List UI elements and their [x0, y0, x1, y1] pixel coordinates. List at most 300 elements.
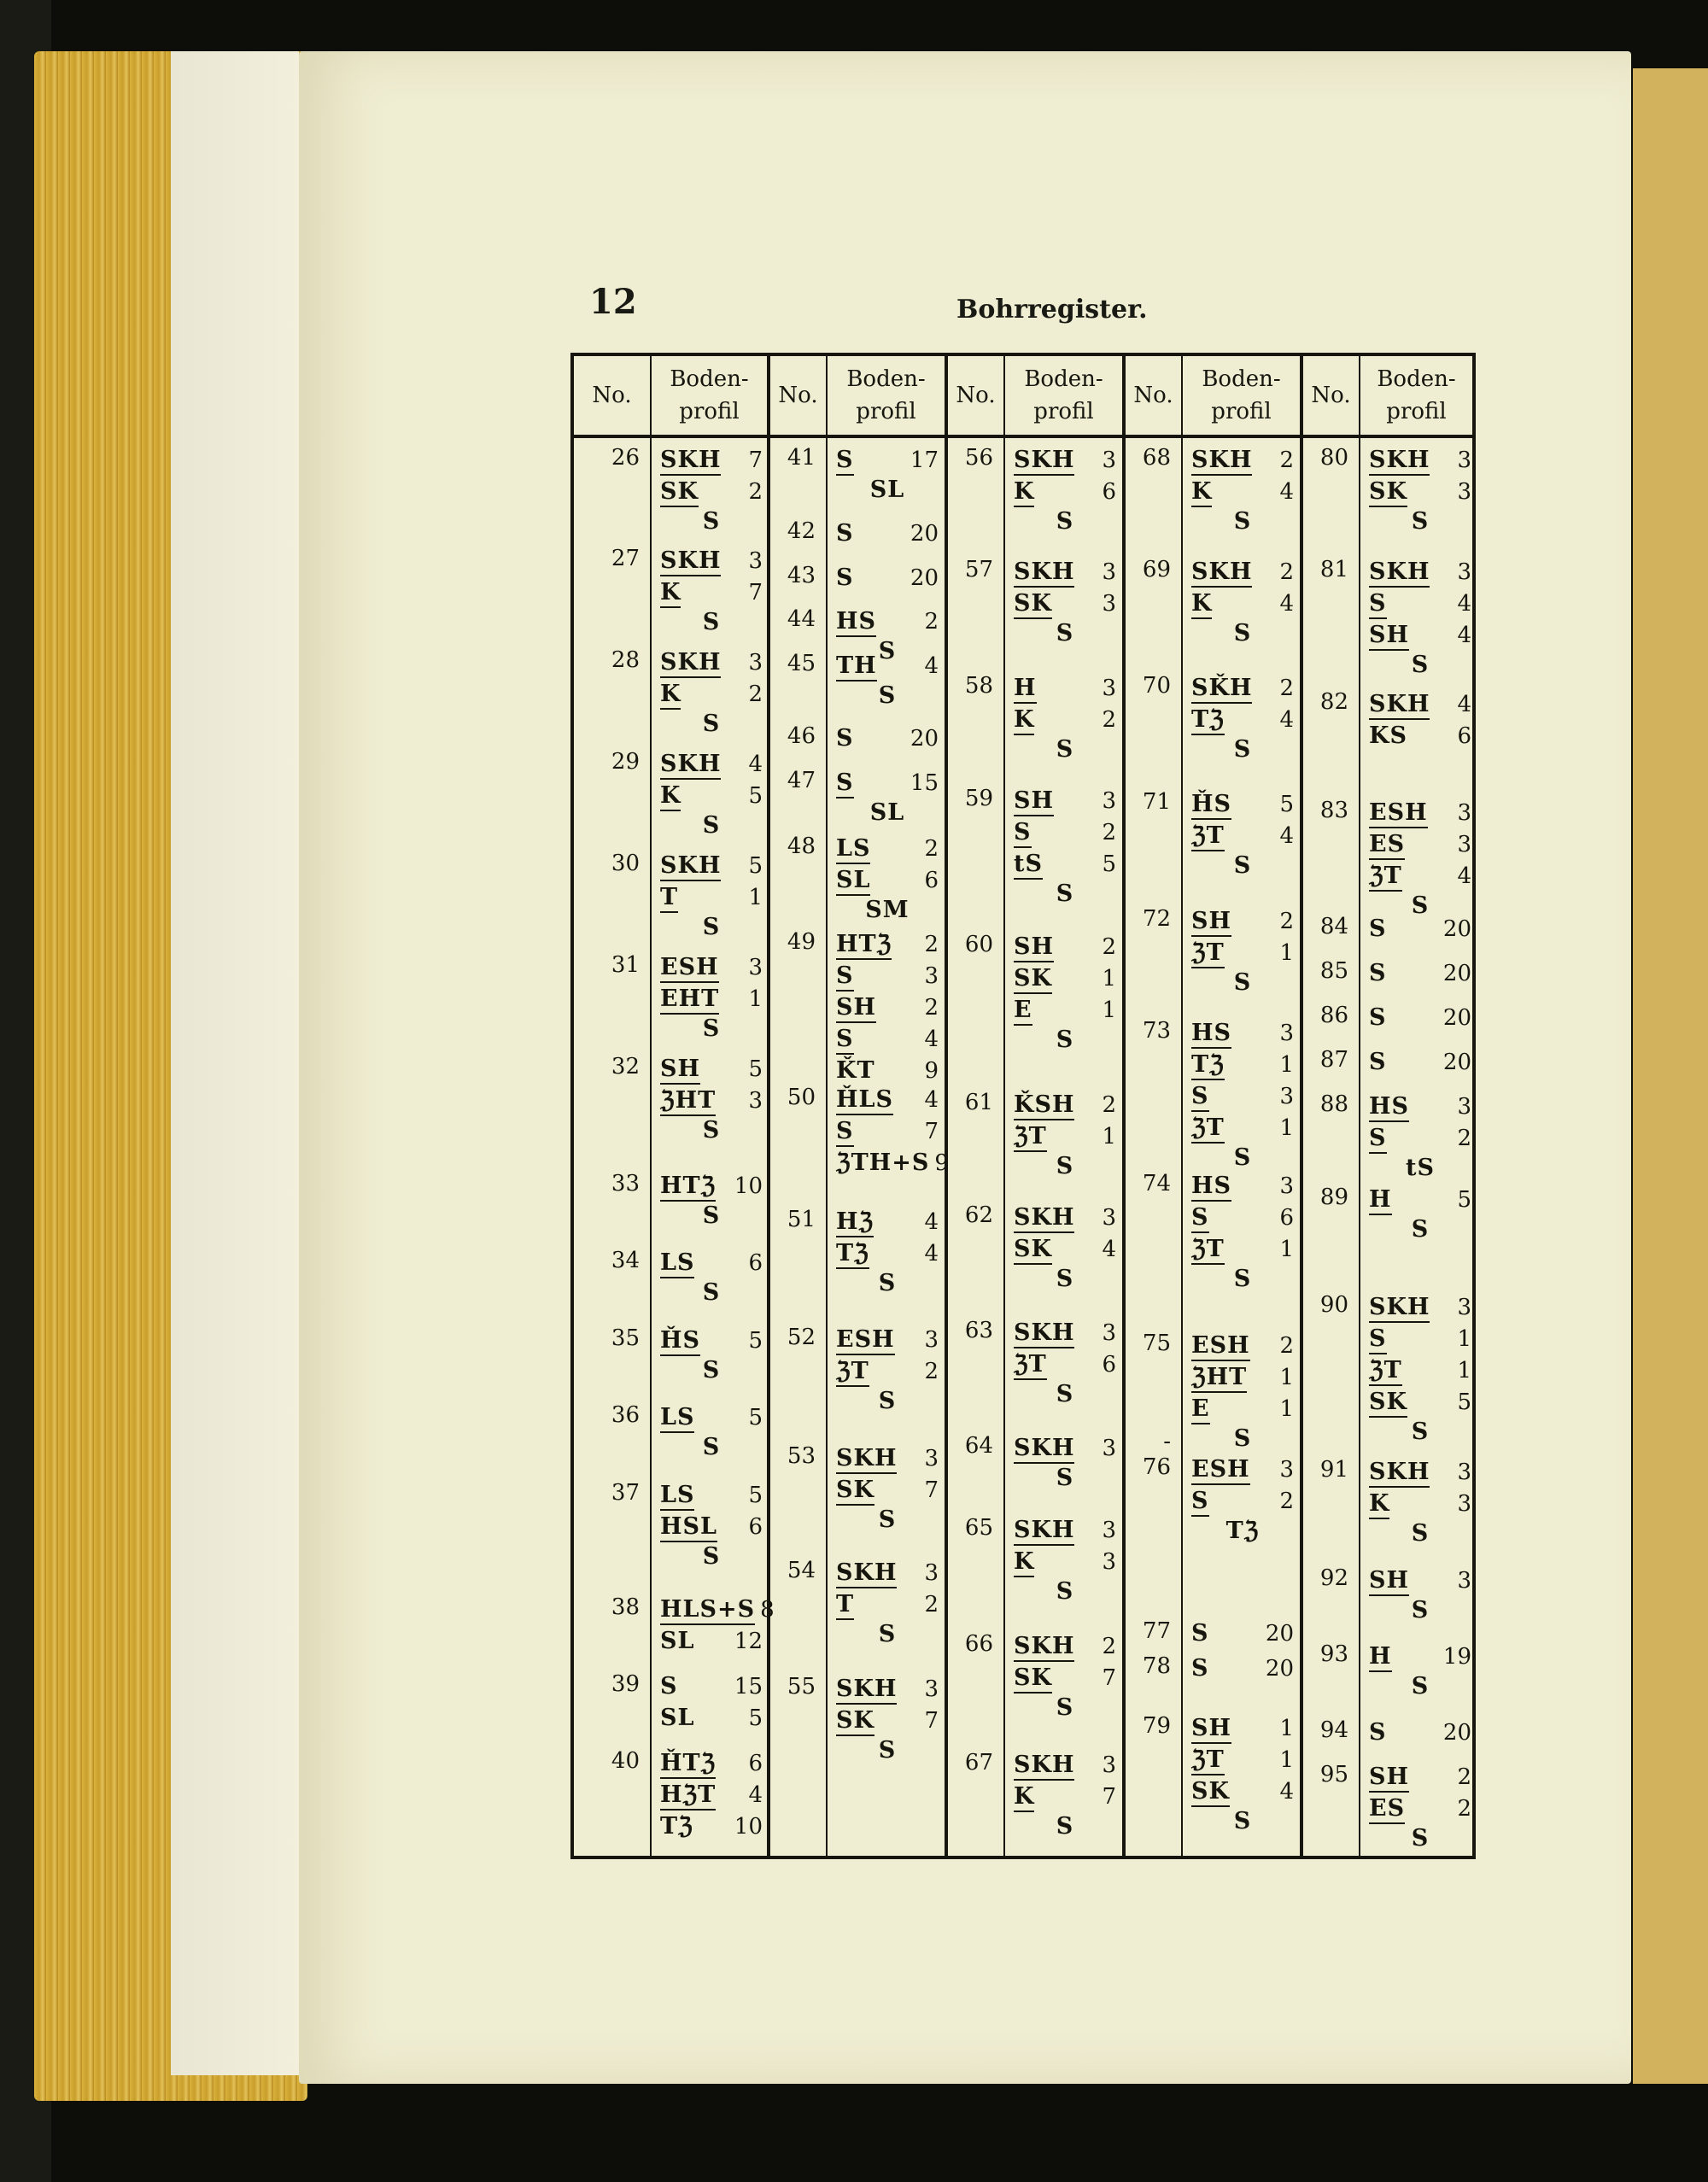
layer-thickness: 2: [1457, 1796, 1471, 1822]
layer-code: S: [1369, 1004, 1387, 1031]
layer-thickness: 3: [924, 963, 939, 989]
layer-code: ℨT: [1191, 1236, 1225, 1265]
profile-layer: [1369, 1793, 1471, 1825]
layer-code: S: [1369, 1325, 1387, 1354]
layer-thickness: 5: [748, 1405, 763, 1430]
boring-number: 51: [787, 1207, 816, 1232]
soil-profile: [1191, 906, 1294, 1001]
boring-number: 86: [1319, 1003, 1348, 1028]
layer-code: S: [1233, 1144, 1252, 1171]
profile-layer: [1369, 829, 1471, 861]
soil-profile: [1369, 1091, 1471, 1186]
layer-thickness: 3: [924, 1560, 939, 1586]
profile-layer: [1191, 1808, 1294, 1840]
profile-layer: [1369, 1717, 1471, 1749]
profile-layer: [1369, 620, 1471, 652]
profile-layer: [1191, 938, 1294, 969]
boring-number: 80: [1319, 445, 1348, 471]
boring-number: 52: [787, 1325, 816, 1350]
profile-layer: [1014, 1750, 1116, 1781]
layer-thickness: 3: [1279, 1021, 1294, 1046]
layer-thickness: 4: [1279, 479, 1294, 505]
soil-profile: [660, 1402, 763, 1465]
layer-thickness: 6: [748, 1751, 763, 1776]
layer-thickness: 4: [1279, 707, 1294, 733]
layer-code: SKH: [1369, 447, 1430, 476]
soil-profile: [1191, 1454, 1294, 1549]
layer-thickness: 4: [1279, 823, 1294, 849]
profile-layer: [1191, 906, 1294, 938]
profile-layer: [836, 1506, 939, 1538]
layer-code: ESH: [1369, 799, 1428, 828]
layer-thickness: 1: [1279, 1365, 1294, 1390]
layer-thickness: 2: [1457, 1764, 1471, 1790]
profile-layer: [1369, 1641, 1471, 1673]
layer-code: ȞLS: [836, 1086, 893, 1115]
layer-code: T: [836, 1591, 854, 1620]
soil-profile: [1014, 932, 1116, 1058]
profile-layer: [1014, 849, 1116, 880]
layer-thickness: 3: [1457, 1094, 1471, 1120]
profile-layer: [1014, 1381, 1116, 1413]
profile-layer: [1369, 1825, 1471, 1857]
profil-column-5: [1360, 436, 1474, 1857]
profile-layer: [836, 1207, 939, 1238]
profile-layer: [1369, 1762, 1471, 1793]
layer-code: SL: [660, 1628, 695, 1654]
soil-profile: [660, 1480, 763, 1575]
layer-code: S: [1233, 969, 1252, 996]
layer-code: S: [1233, 508, 1252, 535]
layer-thickness: 2: [1457, 1126, 1471, 1151]
soil-profile: [1014, 1515, 1116, 1610]
soil-profile: [660, 1671, 763, 1734]
soil-profile: [1014, 1433, 1116, 1496]
layer-code: ℨT: [1014, 1123, 1047, 1152]
layer-code: K: [660, 782, 681, 811]
profile-layer: [836, 518, 939, 550]
layer-thickness: 1: [1279, 1052, 1294, 1078]
profile-layer: [836, 1443, 939, 1475]
layer-code: ESH: [1191, 1456, 1250, 1485]
layer-code: SH: [1369, 622, 1409, 651]
layer-code: S: [836, 725, 854, 752]
profile-layer: [1191, 1394, 1294, 1425]
layer-code: SKH: [1014, 1633, 1074, 1662]
boring-number: 67: [964, 1750, 993, 1775]
page-edges-inner: [171, 51, 299, 2075]
boring-number: 91: [1319, 1457, 1348, 1483]
layer-thickness: 3: [1102, 1549, 1116, 1575]
layer-code: SK: [660, 478, 699, 507]
layer-code: LS: [660, 1249, 694, 1278]
profile-layer: [836, 799, 939, 831]
profile-layer: [660, 577, 763, 609]
profile-layer: [1369, 445, 1471, 477]
layer-thickness: 1: [1279, 1115, 1294, 1141]
layer-code: S: [1369, 1719, 1387, 1746]
layer-thickness: 1: [1457, 1326, 1471, 1352]
layer-code: ǨT: [836, 1057, 875, 1084]
layer-thickness: 7: [924, 1477, 939, 1503]
layer-thickness: 4: [1457, 591, 1471, 617]
boring-number: 72: [1142, 906, 1171, 932]
layer-thickness: 6: [748, 1514, 763, 1540]
profile-layer: [1014, 1694, 1116, 1726]
layer-thickness: 7: [924, 1708, 939, 1734]
layer-thickness: 1: [1102, 997, 1116, 1023]
soil-profile: [1369, 445, 1471, 540]
soil-profile: [836, 445, 939, 508]
layer-code: SK: [1014, 1664, 1052, 1694]
profile-layer: [1369, 557, 1471, 588]
profile-layer: [836, 1705, 939, 1737]
layer-thickness: 15: [734, 1674, 763, 1699]
layer-thickness: 3: [1457, 1568, 1471, 1594]
profile-layer: [1014, 705, 1116, 736]
layer-code: S: [1411, 1419, 1430, 1445]
soil-profile: [1369, 1047, 1471, 1079]
layer-code: S: [1191, 1655, 1209, 1682]
layer-thickness: 2: [1279, 448, 1294, 473]
profile-layer: [1191, 1713, 1294, 1745]
layer-thickness: 3: [748, 548, 763, 574]
profile-layer: [1014, 932, 1116, 963]
soil-profile: [836, 1085, 949, 1179]
boring-number: 77: [1142, 1618, 1171, 1644]
layer-code: S: [1411, 1825, 1430, 1851]
soil-profile: [1369, 1641, 1471, 1705]
layer-code: S: [1056, 1813, 1074, 1840]
layer-code: SK: [1369, 1389, 1407, 1418]
layer-code: K: [1369, 1490, 1389, 1519]
soil-profile: [1369, 1003, 1471, 1034]
layer-code: SKH: [1014, 1435, 1074, 1464]
layer-code: ℨHT: [660, 1087, 716, 1116]
layer-code: S: [702, 914, 721, 940]
boring-number: 68: [1142, 445, 1171, 471]
layer-code: ℨT: [836, 1358, 869, 1387]
profile-layer: [660, 1811, 763, 1843]
layer-thickness: 20: [1265, 1656, 1294, 1682]
layer-code: S: [878, 1506, 897, 1533]
profile-layer: [836, 1621, 939, 1653]
header-no: No.: [946, 354, 1004, 436]
boring-number: 76: [1142, 1454, 1171, 1480]
soil-profile: [836, 1325, 939, 1419]
profile-layer: [1369, 798, 1471, 829]
soil-profile: [1369, 1762, 1471, 1857]
profile-layer: [1369, 1292, 1471, 1324]
layer-code: S: [878, 1737, 897, 1764]
profile-layer: [836, 563, 939, 594]
soil-profile: [660, 1054, 763, 1149]
no-column-2: [769, 436, 827, 1857]
layer-thickness: 4: [924, 1087, 939, 1113]
layer-thickness: 5: [1457, 1187, 1471, 1213]
soil-profile: [1191, 1618, 1294, 1650]
profile-layer: [1014, 508, 1116, 540]
layer-thickness: 3: [924, 1327, 939, 1353]
boring-number: 84: [1319, 914, 1348, 939]
layer-code: Tℨ: [1225, 1518, 1260, 1544]
boring-number: 63: [964, 1318, 993, 1343]
layer-code: ESH: [660, 954, 719, 983]
layer-code: S: [878, 1270, 897, 1296]
layer-code: S: [1014, 819, 1032, 848]
profile-layer: [836, 1737, 939, 1769]
boring-number: 33: [611, 1171, 640, 1196]
profil-column-3: [1004, 436, 1124, 1857]
boring-number: 87: [1319, 1047, 1348, 1073]
boring-number: 35: [611, 1325, 640, 1351]
layer-thickness: 7: [1102, 1784, 1116, 1810]
boring-number: 94: [1319, 1717, 1348, 1743]
layer-code: SKH: [1014, 1319, 1074, 1348]
layer-code: K: [660, 681, 681, 710]
profile-layer: [836, 1388, 939, 1419]
boring-number: 56: [964, 445, 993, 471]
layer-code: SKH: [836, 1676, 897, 1705]
layer-code: S: [702, 609, 721, 635]
profile-layer: [836, 768, 939, 799]
soil-profile: [1369, 914, 1471, 945]
profile-layer: [1369, 1419, 1471, 1450]
layer-thickness: 2: [748, 682, 763, 707]
soil-profile: [1369, 1565, 1471, 1629]
soil-profile: [836, 563, 939, 594]
profile-layer: [660, 679, 763, 711]
profile-layer: [1014, 736, 1116, 768]
layer-code: SKH: [1191, 447, 1252, 476]
body-row: [572, 436, 1474, 1857]
soil-profile: [660, 749, 763, 844]
layer-code: HLS+S: [660, 1596, 755, 1625]
profile-layer: [1369, 958, 1471, 990]
soil-profile: [1014, 1202, 1116, 1297]
layer-thickness: 2: [924, 1592, 939, 1617]
layer-thickness: 3: [748, 650, 763, 676]
profile-layer: [1014, 1153, 1116, 1185]
layer-thickness: 7: [924, 1119, 939, 1144]
soil-profile: [1014, 1318, 1116, 1413]
profile-layer: [660, 1671, 763, 1703]
layer-code: SK: [1369, 478, 1407, 507]
soil-profile: [836, 1207, 939, 1302]
soil-profile: [1191, 673, 1294, 768]
profile-layer: [1014, 1266, 1116, 1297]
layer-code: S: [1233, 736, 1252, 763]
layer-code: ℨT: [1191, 1114, 1225, 1144]
profile-layer: [836, 1148, 949, 1179]
layer-code: SM: [865, 897, 910, 923]
layer-code: KS: [1369, 722, 1407, 749]
profile-layer: [1191, 1171, 1294, 1202]
profile-layer: [1014, 588, 1116, 620]
layer-code: E: [1191, 1395, 1210, 1424]
layer-code: K: [1014, 478, 1034, 507]
layer-thickness: 20: [1442, 961, 1471, 986]
layer-thickness: 3: [1102, 788, 1116, 814]
layer-thickness: 3: [1102, 1205, 1116, 1231]
profile-layer: [1369, 1520, 1471, 1552]
layer-code: ℨHT: [1191, 1364, 1247, 1393]
layer-thickness: 4: [924, 1241, 939, 1266]
soil-profile: [660, 1248, 763, 1311]
layer-thickness: 1: [1279, 1237, 1294, 1262]
layer-thickness: 1: [748, 986, 763, 1012]
layer-thickness: 15: [910, 770, 939, 796]
boring-number: 75: [1142, 1331, 1171, 1356]
layer-code: S: [836, 520, 854, 547]
layer-code: S: [1369, 960, 1387, 986]
profile-layer: [1191, 445, 1294, 477]
layer-thickness: 2: [1102, 1634, 1116, 1659]
layer-code: TH: [836, 652, 877, 682]
soil-profile: [1369, 1292, 1471, 1450]
profile-layer: [1191, 1050, 1294, 1081]
boring-number: 45: [787, 651, 816, 676]
layer-code: SKH: [1014, 1204, 1074, 1233]
layer-code: ȞS: [1191, 791, 1231, 820]
layer-thickness: 3: [1457, 800, 1471, 826]
boring-number: 53: [787, 1443, 816, 1469]
profile-layer: [1191, 1454, 1294, 1486]
layer-code: SH: [660, 1056, 700, 1085]
layer-code: S: [836, 447, 854, 476]
profile-layer: [1191, 673, 1294, 705]
profile-layer: [1014, 963, 1116, 995]
layer-code: S: [1233, 1425, 1252, 1452]
profile-layer: [660, 1402, 763, 1434]
profile-layer: [836, 961, 939, 992]
soil-profile: [1191, 1171, 1294, 1297]
layer-code: S: [702, 1202, 721, 1229]
soil-profile: [1014, 1750, 1116, 1845]
layer-thickness: 10: [734, 1173, 763, 1199]
layer-code: S: [878, 1388, 897, 1414]
layer-thickness: 7: [1102, 1665, 1116, 1691]
profile-layer: [1014, 445, 1116, 477]
layer-thickness: 5: [748, 1483, 763, 1508]
bohrregister-table: [570, 353, 1476, 1859]
soil-profile: [1369, 557, 1471, 683]
layer-thickness: 6: [1102, 479, 1116, 505]
profile-layer: [660, 477, 763, 508]
profile-layer: [836, 1056, 939, 1087]
layer-thickness: 3: [1457, 1491, 1471, 1517]
profile-layer: [1014, 1318, 1116, 1349]
layer-code: S: [1411, 1673, 1430, 1699]
boring-number: -: [1163, 1429, 1171, 1454]
profile-layer: [1014, 1202, 1116, 1234]
layer-thickness: 5: [1457, 1389, 1471, 1415]
boring-number: 41: [787, 445, 816, 471]
layer-code: K: [660, 579, 681, 608]
facing-page-edge: [1633, 68, 1708, 2084]
layer-code: S: [1411, 1520, 1430, 1547]
boring-number: 88: [1319, 1091, 1348, 1117]
boring-number: 47: [787, 768, 816, 793]
layer-code: S: [1233, 1808, 1252, 1834]
layer-thickness: 3: [1457, 448, 1471, 473]
boring-number: 31: [611, 952, 640, 978]
layer-thickness: 2: [924, 609, 939, 635]
boring-number: 79: [1142, 1713, 1171, 1739]
profile-layer: [660, 851, 763, 882]
boring-number: 29: [611, 749, 640, 775]
layer-code: H: [1369, 1186, 1392, 1215]
layer-code: S: [1056, 1465, 1074, 1491]
profile-layer: [1014, 1433, 1116, 1465]
boring-number: 90: [1319, 1292, 1348, 1318]
profile-layer: [660, 1202, 763, 1234]
profile-layer: [1191, 557, 1294, 588]
layer-code: S: [878, 638, 897, 664]
layer-code: Tℨ: [1191, 1051, 1225, 1080]
layer-thickness: 3: [1102, 591, 1116, 617]
boring-number: 46: [787, 723, 816, 749]
layer-code: K: [1014, 706, 1034, 735]
layer-code: S: [702, 1434, 721, 1460]
layer-code: SKH: [660, 649, 721, 678]
boring-number: 38: [611, 1594, 640, 1620]
profile-layer: [1014, 995, 1116, 1027]
layer-thickness: 2: [1102, 934, 1116, 960]
layer-code: tS: [1014, 851, 1043, 880]
layer-thickness: 20: [910, 521, 939, 547]
soil-profile: [1014, 557, 1116, 652]
layer-thickness: 2: [1102, 707, 1116, 733]
layer-thickness: 3: [1102, 448, 1116, 473]
layer-code: ℨT: [1014, 1351, 1047, 1380]
soil-profile: [1014, 445, 1116, 540]
layer-thickness: 5: [748, 1328, 763, 1354]
layer-thickness: 8: [760, 1597, 775, 1623]
profile-layer: [836, 651, 939, 682]
profile-layer: [1369, 588, 1471, 620]
layer-thickness: 2: [1102, 820, 1116, 845]
layer-code: S: [878, 682, 897, 709]
profile-layer: [1369, 508, 1471, 540]
profile-layer: [660, 1434, 763, 1465]
layer-code: S: [836, 1118, 854, 1147]
profile-layer: [836, 1325, 939, 1356]
soil-profile: [660, 851, 763, 945]
profile-layer: [1369, 1091, 1471, 1123]
layer-thickness: 3: [1102, 1518, 1116, 1543]
profile-layer: [1014, 1515, 1116, 1547]
profile-layer: [836, 1674, 939, 1705]
soil-profile: [1369, 1717, 1471, 1749]
layer-code: ES: [1369, 831, 1405, 860]
profile-layer: [660, 1054, 763, 1085]
layer-code: S: [836, 962, 854, 992]
soil-profile: [836, 651, 939, 714]
layer-code: SH: [836, 994, 876, 1023]
layer-thickness: 3: [748, 1088, 763, 1114]
layer-thickness: 19: [1442, 1644, 1471, 1670]
layer-code: S: [1056, 1153, 1074, 1179]
boring-number: 92: [1319, 1565, 1348, 1591]
layer-code: SKH: [836, 1559, 897, 1588]
boring-number: 43: [787, 563, 816, 588]
layer-code: ℨT: [1191, 822, 1225, 851]
boring-number: 57: [964, 557, 993, 582]
profile-layer: [1369, 1155, 1471, 1186]
profile-layer: [660, 711, 763, 742]
profile-layer: [1191, 1113, 1294, 1144]
